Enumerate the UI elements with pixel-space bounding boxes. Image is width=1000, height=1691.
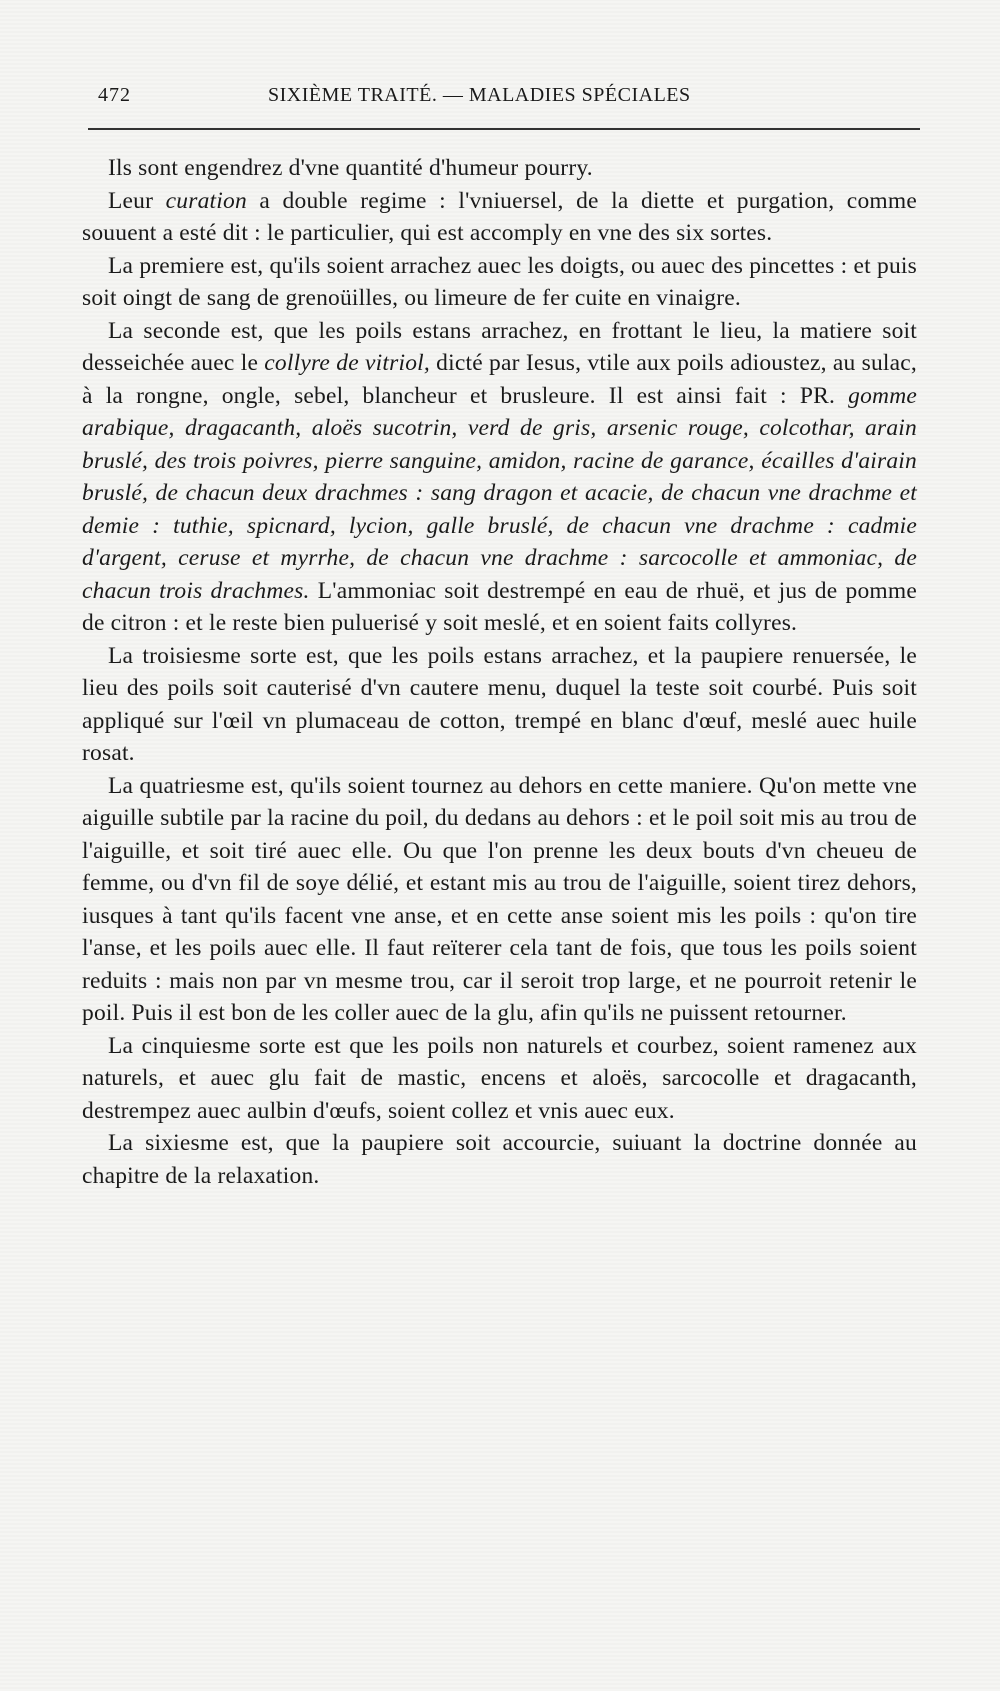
paragraph-4-text-c: dicté par Iesus, vtile aux poils adioustez, au sulac, à la rongne, ongle, sebel, blancheur et brusleure. Il est ainsi fait : PR. xyxy=(82,350,917,409)
paragraph-3-text: La premiere est, qu'ils soient arrachez auec les doigts, ou auec des pincettes : et puis soit oingt de sang de grenoüilles, ou limeure de fer cuite en vinaigre. xyxy=(82,252,917,311)
paragraph-8-text: La sixiesme est, que la paupiere soit accourcie, suiuant la doctrine donnée au chapitre de la relaxation. xyxy=(82,1130,917,1189)
paragraph-2-text-a: Leur xyxy=(108,187,166,214)
paragraph-1 xyxy=(82,152,917,185)
paragraph-6-text: La quatriesme est, qu'ils soient tournez au dehors en cette maniere. Qu'on mette vne aiguille subtile par la racine du poil, du dedans au dehors : et le poil soit mis au trou de l'aiguille, et soit tiré auec elle. Ou que l'on prenne les deux bouts d'vn cheueu de femme, ou d'vn fil de soye délié, et estant mis au trou de l'aiguille, soient tirez dehors, iusques à tant qu'ils facent vne anse, et en cette anse soient mis les poils : qu'on tire l'anse, et les poils auec elle. Il faut reïterer cela tant de fois, que tous les poils soient reduits : mais non par vn mesme trou, car il seroit trop large, et ne pourroit retenir le poil. Puis il est bon de les coller auec de la glu, afin qu'ils ne puissent retourner. xyxy=(82,772,917,1026)
paragraph-4-recipe-italic: gomme arabique, dragacanth, aloës sucotrin, verd de gris, arsenic rouge, colcothar, arain bruslé, des trois poivres, pierre sanguine, amidon, racine de garance, écailles d'airain bruslé, de chacun deux drachmes : sang dragon et acacie, de chacun vne drachme et demie : tuthie, spicnard, lycion, galle bruslé, de chacun vne drachme : cadmie d'argent, ceruse et myrrhe, de chacun vne drachme : sarcocolle et ammoniac, de chacun trois drachmes. xyxy=(82,382,917,604)
paragraph-6 xyxy=(82,770,917,1030)
paragraph-3 xyxy=(82,250,917,315)
paragraph-7-text: La cinquiesme sorte est que les poils non naturels et courbez, soient ramenez aux naturels, et auec glu fait de mastic, encens et aloës, sarcocolle et dragacanth, destrempez auec aulbin d'œufs, soient collez et vnis auec eux. xyxy=(82,1032,917,1124)
running-title: SIXIÈME TRAITÉ. — MALADIES SPÉCIALES xyxy=(268,84,691,106)
paragraph-5-text: La troisiesme sorte est, que les poils estans arrachez, et la paupiere renuersée, le lieu des poils soit cauterisé d'vn cautere menu, duquel la teste soit courbé. Puis soit appliqué sur l'œil vn plumaceau de cotton, trempé en blanc d'œuf, meslé auec huile rosat. xyxy=(82,642,917,766)
page-number: 472 xyxy=(98,84,131,106)
paragraph-5 xyxy=(82,640,917,770)
header-rule xyxy=(88,128,920,130)
paragraph-4-italic-b: collyre de vitriol, xyxy=(264,350,430,376)
paragraph-8 xyxy=(82,1127,917,1192)
paragraph-7 xyxy=(82,1030,917,1128)
paragraph-4 xyxy=(82,315,917,640)
paragraph-2-text-c: a double regime : l'vniuersel, de la diette et purgation, comme souuent a esté dit : le particulier, qui est accomply en vne des six sortes. xyxy=(82,187,917,246)
paragraph-4-text-e: L'ammoniac soit destrempé en eau de rhuë, et jus de pomme de citron : et le reste bien puluerisé y soit meslé, et en soient faits collyres. xyxy=(82,577,917,636)
paragraph-2 xyxy=(82,185,917,250)
paragraph-1-text: Ils sont engendrez d'vne quantité d'humeur pourry. xyxy=(108,155,593,181)
body-text xyxy=(82,152,917,1192)
paragraph-4-text-a: La seconde est, que les poils estans arrachez, en frottant le lieu, la matiere soit desseichée auec le xyxy=(82,317,917,376)
running-header xyxy=(98,84,888,114)
paragraph-2-italic: curation xyxy=(165,187,247,214)
